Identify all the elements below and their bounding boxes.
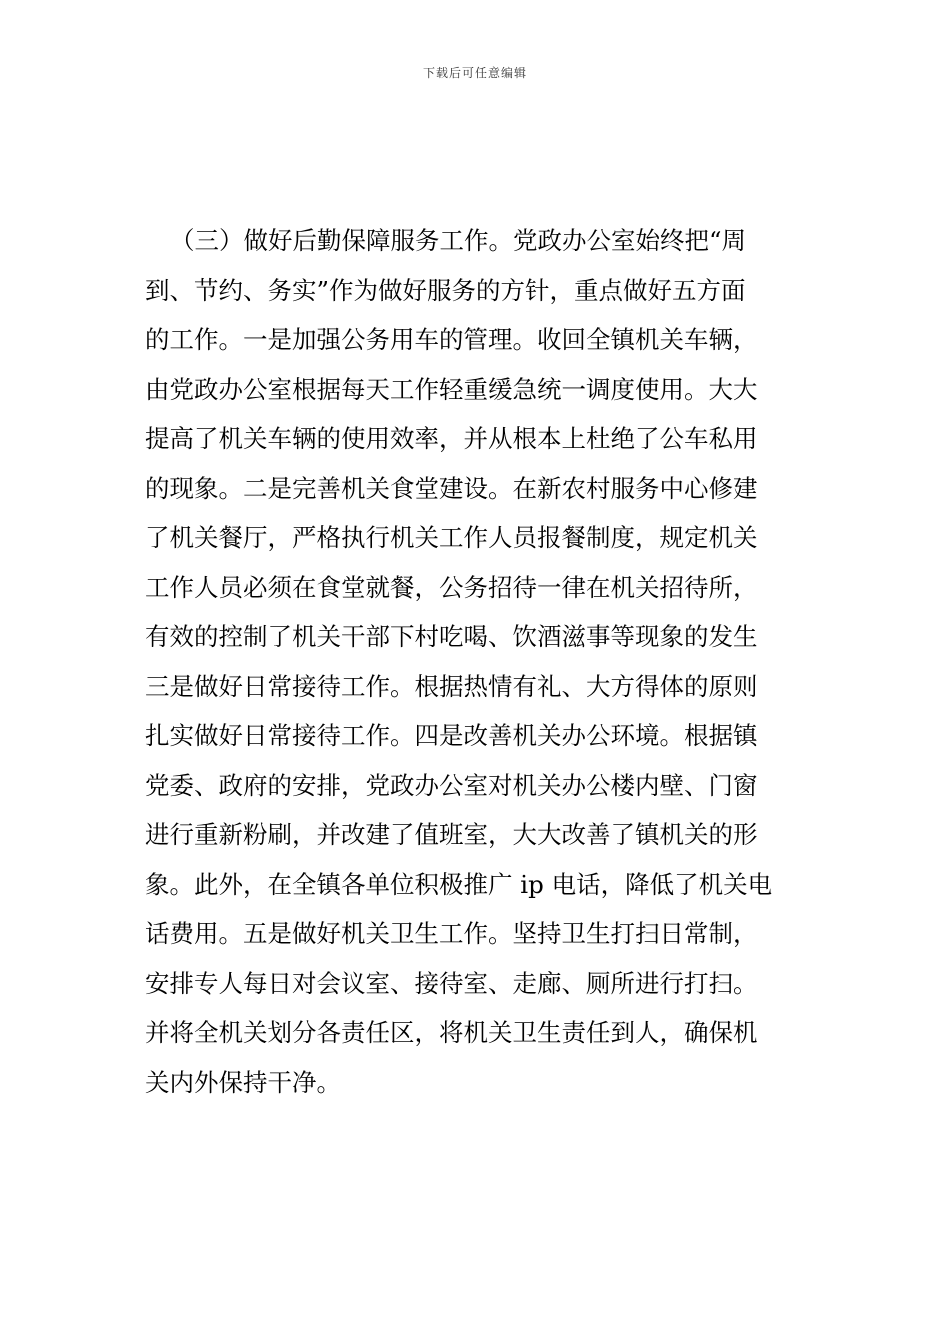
text-line: 的现象。二是完善机关食堂建设。在新农村服务中心修建 [145, 473, 758, 503]
text-line: 话费用。五是做好机关卫生工作。坚持卫生打扫日常制， [145, 919, 758, 948]
text-line: 到、节约、务实”作为做好服务的方针，重点做好五方面 [145, 275, 746, 305]
text-line: 三是做好日常接待工作。根据热情有礼、大方得体的原则 [145, 671, 758, 701]
text-line: 党委、政府的安排，党政办公室对机关办公楼内壁、门窗 [145, 770, 758, 800]
text-line: 工作人员必须在食堂就餐，公务招待一律在机关招待所， [145, 572, 758, 602]
text-line: 象。此外，在全镇各单位积极推广 ip 电话，降低了机关电 [145, 869, 773, 899]
text-line: 并将全机关划分各责任区，将机关卫生责任到人，确保机 [145, 1018, 758, 1047]
text-line: 安排专人每日对会议室、接待室、走廊、厕所进行打扫。 [145, 968, 758, 998]
text-line: 扎实做好日常接待工作。四是改善机关办公环境。根据镇 [145, 721, 758, 750]
text-line: 的工作。一是加强公务用车的管理。收回全镇机关车辆， [145, 325, 758, 354]
text-line: 有效的控制了机关干部下村吃喝、饮酒滋事等现象的发生 [145, 622, 758, 651]
text-line: 由党政办公室根据每天工作轻重缓急统一调度使用。大大 [145, 374, 758, 404]
text-line: （三）做好后勤保障服务工作。党政办公室始终把“周 [170, 226, 747, 255]
text-line: 了机关餐厅，严格执行机关工作人员报餐制度，规定机关 [145, 523, 758, 552]
text-line: 关内外保持干净。 [145, 1067, 341, 1097]
page-header: 下载后可任意编辑 [422, 66, 527, 80]
text-line: 进行重新粉刷，并改建了值班室，大大改善了镇机关的形 [145, 820, 758, 849]
text-line: 提高了机关车辆的使用效率，并从根本上杜绝了公车私用 [145, 424, 758, 453]
